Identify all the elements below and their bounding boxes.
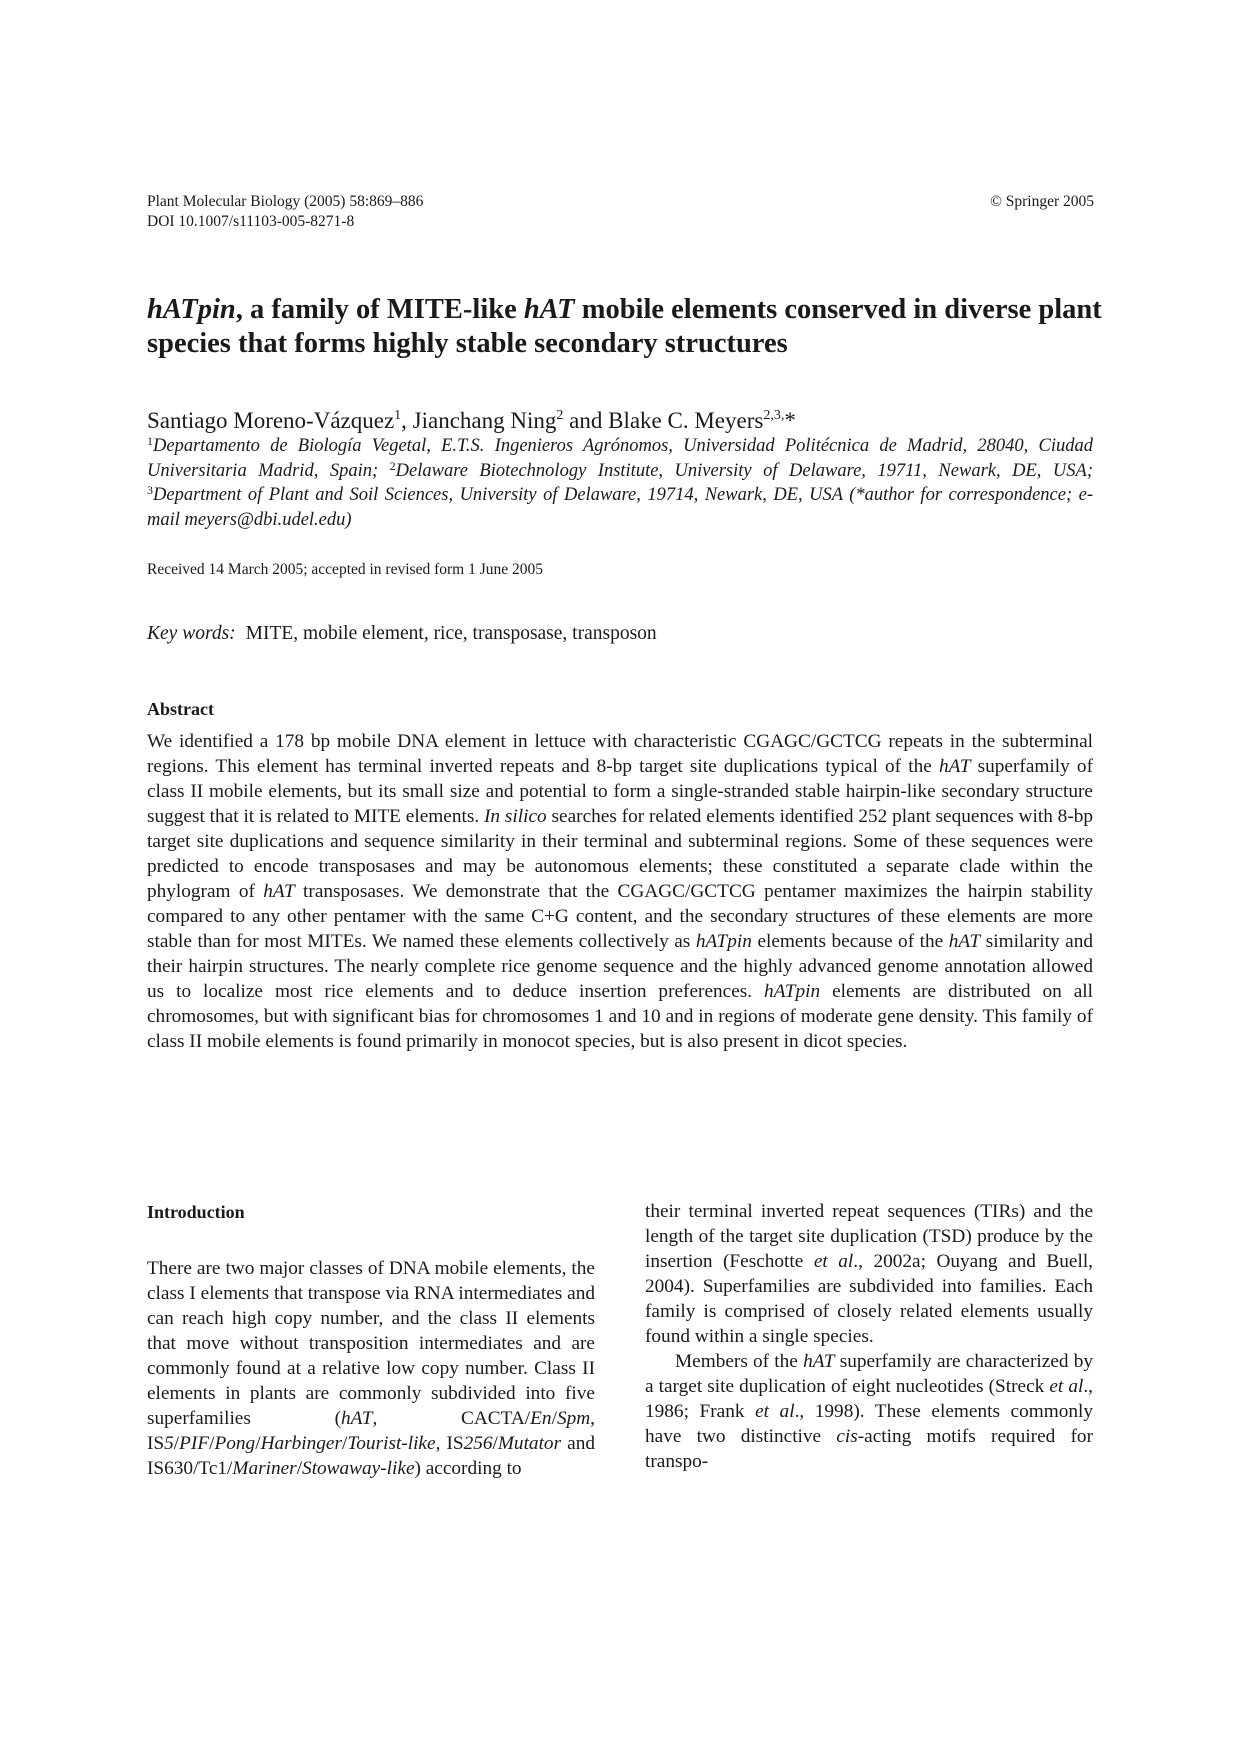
title-text-1: , a family of MITE-like [235, 294, 524, 325]
intro-seg: / [173, 1433, 180, 1454]
abstract-italic: hAT [263, 881, 295, 902]
intro-italic: cis [836, 1426, 858, 1447]
abstract-seg: searches for related elements identified 252 plant sequences with 8-bp target site duplications and sequence similarity in their terminal and subterminal regions. Some of these sequences were predicted to encode transposases and may be autonomous elements; these constituted a separate clade within the phylogram of [147, 806, 1094, 902]
abstract-seg: elements because of the [751, 931, 949, 952]
intro-italic: Tourist-like [347, 1433, 436, 1454]
paper-title [147, 293, 1107, 361]
intro-seg: / [341, 1433, 348, 1454]
journal-line-1: Plant Molecular Biology (2005) 58:869–886 [147, 193, 424, 210]
copyright-notice: © Springer 2005 [990, 193, 1094, 210]
abstract-seg: similarity and their hairpin structures. The nearly complete rice genome sequence and the highly advanced genome annotation allowed us to localize most rice elements and to deduce insertion preferences. [147, 931, 1093, 1002]
abstract-italic: hAT [948, 931, 981, 952]
intro-italic: Stowaway-like [302, 1458, 415, 1479]
intro-seg: , CACTA/ [372, 1408, 531, 1429]
affiliations [147, 434, 1093, 532]
intro-paragraph-2 [645, 1349, 1093, 1474]
author-3: and Blake C. Meyers [563, 408, 764, 433]
intro-italic: Pong [214, 1433, 256, 1454]
intro-seg: There are two major classes of DNA mobile elements, the class I elements that transpose via RNA intermediates and can reach high copy number, and the class II elements that move without transposition intermediates and are commonly found at a relative low copy number. Class II elements in plants are commonly subdivided into five superfamilies ( [147, 1258, 595, 1429]
introduction-heading: Introduction [147, 1202, 245, 1222]
intro-italic: et al [813, 1251, 854, 1272]
abstract-italic: hATpin [695, 931, 752, 952]
journal-citation [147, 192, 667, 232]
affil-1: Departamento de Biología Vegetal, E.T.S. Ingenieros Agrónomos, Universidad Politécnica de Madrid, 28040, Ciudad Universitaria Madrid, Spain; [147, 436, 1093, 481]
intro-seg: superfamily are characterized by a target site duplication of eight nucleotides (Streck [645, 1351, 1094, 1397]
intro-seg: their terminal inverted repeat sequences (TIRs) and the length of the target site duplication (TSD) produce by the insertion (Feschotte [645, 1201, 1093, 1272]
received-dates: Received 14 March 2005; accepted in revised form 1 June 2005 [147, 561, 543, 578]
intro-seg: / [255, 1433, 261, 1454]
intro-seg: , IS [147, 1408, 595, 1454]
abstract-seg: We identified a 178 bp mobile DNA element in lettuce with characteristic CGAGC/GCTCG repeats in the subterminal regions. This element has terminal inverted repeats and 8-bp target site duplications typical of the [147, 731, 1093, 777]
abstract-italic: hATpin [764, 981, 821, 1002]
intro-italic: et al [1049, 1376, 1084, 1397]
intro-seg: ., 1998). These elements commonly have two distinctive [645, 1401, 1094, 1447]
intro-seg: ) according to [414, 1458, 522, 1479]
intro-italic: 256 [463, 1433, 493, 1454]
intro-seg: / [551, 1408, 557, 1429]
author-1: Santiago Moreno-Vázquez [147, 408, 395, 433]
intro-italic: 5 [164, 1433, 174, 1454]
title-italic-1: hATpin [147, 294, 236, 325]
intro-italic: PIF [179, 1433, 210, 1454]
affil-3: Department of Plant and Soil Sciences, University of Delaware, 19714, Newark, DE, USA (*author for correspondence; e-mail meyers@dbi.udel.edu) [147, 485, 1093, 530]
keywords-label: Key words: [147, 623, 236, 644]
intro-italic: Mariner [232, 1458, 297, 1479]
title-text-2: mobile elements conserved in diverse plant species that forms highly stable secondary structures [147, 294, 1102, 359]
keywords-value: MITE, mobile element, rice, transposase, transposon [245, 623, 657, 644]
intro-seg: / [209, 1433, 215, 1454]
corresponding-star: * [784, 408, 796, 433]
affil-3-num: 3 [147, 483, 153, 497]
intro-seg: ., 2002a; Ouyang and Buell, 2004). Superfamilies are subdivided into families. Each family is comprised of closely related elements usually found within a single species. [645, 1251, 1093, 1347]
intro-seg: Members of the [675, 1351, 804, 1372]
intro-seg: , IS [435, 1433, 464, 1454]
author-2-affil: 2 [556, 408, 564, 423]
intro-italic: Mutator [497, 1433, 562, 1454]
intro-italic: Spm [556, 1408, 591, 1429]
author-1-affil: 1 [394, 408, 402, 423]
intro-italic: et al [755, 1401, 795, 1422]
intro-seg: and IS630/Tc1/ [147, 1433, 595, 1479]
title-italic-2: hAT [523, 294, 575, 325]
author-list [147, 407, 1107, 435]
affil-1-num: 1 [147, 434, 153, 448]
intro-italic: hAT [341, 1408, 373, 1429]
intro-column-left [147, 1256, 595, 1481]
affil-2-num: 2 [389, 458, 396, 473]
abstract-seg: superfamily of class II mobile elements, but its small size and potential to form a single-stranded stable hairpin-like secondary structure suggest that it is related to MITE elements. [147, 756, 1093, 827]
keywords [147, 622, 1047, 646]
abstract-seg: elements are distributed on all chromosomes, but with significant bias for chromosomes 1 and 10 and in regions of moderate gene density. This family of class II mobile elements is found primarily in monocot species, but is also present in dicot species. [147, 981, 1093, 1052]
intro-seg: -acting motifs required for transpo- [645, 1426, 1093, 1472]
intro-seg: ., 1986; Frank [645, 1376, 1093, 1422]
abstract-italic: hAT [939, 756, 971, 777]
abstract-seg: transposases. We demonstrate that the CGAGC/GCTCG pentamer maximizes the hairpin stability compared to any other pentamer with the same C+G content, and the secondary structures of these elements are more stable than for most MITEs. We named these elements collectively as [147, 881, 1093, 952]
author-2: , Jianchang Ning [401, 408, 557, 433]
abstract-heading: Abstract [147, 699, 214, 719]
abstract-text [147, 729, 1093, 1054]
intro-italic: hAT [803, 1351, 835, 1372]
intro-seg: / [296, 1458, 303, 1479]
doi-line: DOI 10.1007/s11103-005-8271-8 [147, 213, 355, 230]
affil-2: Delaware Biotechnology Institute, University of Delaware, 19711, Newark, DE, USA; [395, 460, 1093, 481]
intro-italic: En [530, 1408, 552, 1429]
intro-seg: / [492, 1433, 498, 1454]
intro-italic: Harbinger [260, 1433, 342, 1454]
abstract-italic: In silico [484, 806, 547, 827]
intro-paragraph-1-cont [645, 1199, 1093, 1349]
intro-column-right [645, 1199, 1093, 1474]
author-3-affil: 2,3, [763, 408, 785, 423]
